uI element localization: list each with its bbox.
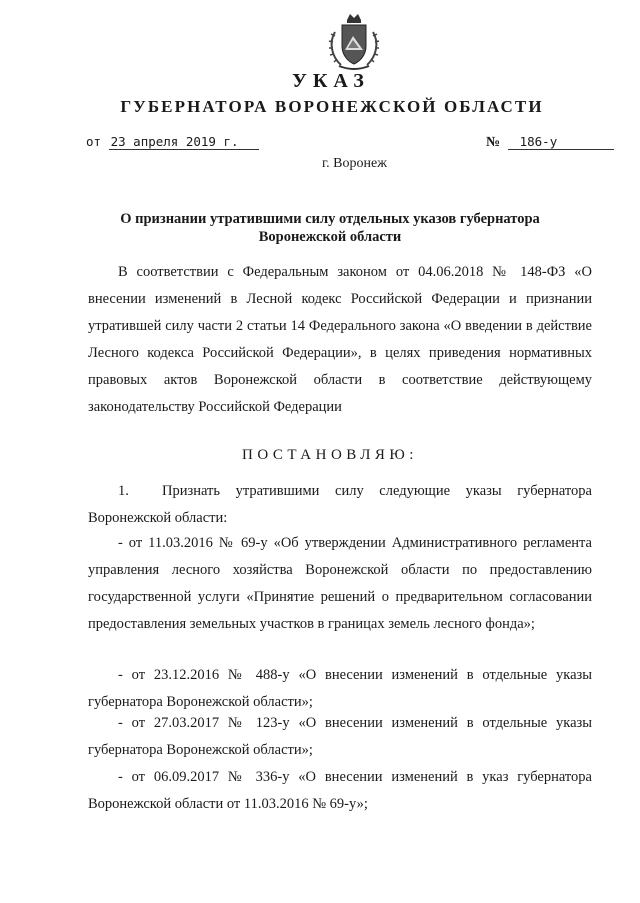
- list-item: - от 11.03.2016 № 69-у «Об утверждении Административного регламента управления лесного хозяйства Воронежской области по предоставлению государственной услуги «Принятие решений о предварительном согласовании предоставления земельных участков в границах земель лесного фонда»;: [88, 535, 592, 632]
- document-heading: О признании утратившими силу отдельных указов губернатора Воронежской области: [120, 211, 540, 245]
- number-value: 186-у: [508, 134, 614, 150]
- issuer-title: ГУБЕРНАТОРА ВОРОНЕЖСКОЙ ОБЛАСТИ: [120, 97, 544, 116]
- item-1-text: Признать утратившими силу следующие указы губернатора Воронежской области:: [88, 483, 592, 526]
- preamble-paragraph: В соответствии с Федеральным законом от 04.06.2018 № 148-ФЗ «О внесении изменений в Лесной кодекс Российской Федерации и признании утратившей силу части 2 статьи 14 Федерального закона «О введении в действие Лесного кодекса Российской Федерации», в целях приведения нормативных правовых актов Воронежской области в соответствие действующему законодательству Российской Федерации: [88, 264, 592, 415]
- decree-word: ПОСТАНОВЛЯЮ:: [242, 447, 418, 463]
- list-item: - от 27.03.2017 № 123-у «О внесении изменений в отдельные указы губернатора Воронежской области»;: [88, 715, 592, 758]
- number-sign: №: [486, 135, 501, 150]
- number-line: [486, 134, 614, 151]
- list-item: - от 23.12.2016 № 488-у «О внесении изменений в отдельные указы губернатора Воронежской области»;: [88, 667, 592, 710]
- item-1-number: 1.: [118, 483, 129, 499]
- list-item: - от 06.09.2017 № 336-у «О внесении изменений в указ губернатора Воронежской области от 11.03.2016 № 69-у»;: [88, 769, 592, 812]
- coat-of-arms-icon: [323, 10, 385, 74]
- date-prefix: от: [86, 134, 102, 149]
- document-type-title: УКАЗ: [292, 70, 370, 92]
- item-1: [88, 478, 592, 532]
- city-label: г. Воронеж: [322, 156, 387, 171]
- date-line: [86, 134, 259, 150]
- date-value: 23 апреля 2019 г.: [109, 134, 259, 150]
